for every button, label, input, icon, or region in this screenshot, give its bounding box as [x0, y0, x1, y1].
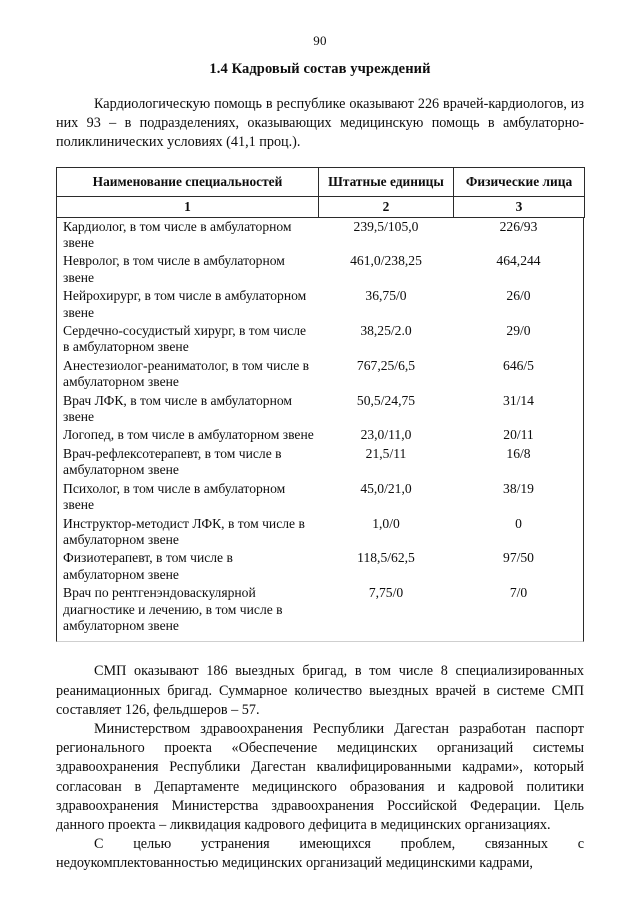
- staffing-table-wrapper: [56, 167, 584, 643]
- cell-staff-units: 7,75/0: [368, 585, 404, 601]
- cell-physical-persons: 464,244: [496, 253, 541, 269]
- cell-physical-persons: 20/11: [503, 427, 534, 443]
- paragraph-ministry-project: Министерством здравоохранения Республики Дагестан разработан паспорт регионального проекта «Обеспечение медицинских организаций системы здравоохранения Республики Дагестан квалифицированными кадрами», который согласован в Департаменте медицинского образования и кадровой политики здравоохранения Министерства здравоохранения Российской Федерации. Цель данного проекта – ликвидация кадрового дефицита в медицинских организациях.: [56, 720, 584, 833]
- table-row: [57, 322, 583, 357]
- column-number-2: 2: [319, 196, 454, 217]
- table-row: [57, 287, 583, 322]
- cell-staff-units: 23,0/11,0: [360, 427, 412, 443]
- column-header-specialty: Наименование специальностей: [57, 167, 319, 196]
- cell-specialty: Невролог, в том числе в амбулаторном звене: [63, 253, 285, 285]
- column-number-1: 1: [57, 196, 319, 217]
- table-row: [57, 426, 583, 444]
- cell-specialty: Психолог, в том числе в амбулаторном звене: [63, 480, 286, 513]
- table-numbering-row: [57, 196, 585, 217]
- cell-specialty: Логопед, в том числе в амбулаторном звене: [63, 427, 314, 443]
- staffing-table-body-frame: [56, 218, 584, 643]
- intro-paragraph: Кардиологическую помощь в республике оказывают 226 врачей-кардиологов, из них 93 – в подразделениях, оказывающих медицинскую помощь в амбулаторно-поликлинических условиях (41,1 проц.).: [56, 96, 584, 151]
- cell-specialty: Физиотерапевт, в том числе в амбулаторном звене: [63, 550, 233, 582]
- cell-specialty: Врач-рефлексотерапевт, в том числе в амбулаторном звене: [63, 445, 282, 478]
- table-row: [57, 480, 583, 515]
- cell-staff-units: 45,0/21,0: [360, 480, 412, 496]
- cell-specialty: Врач ЛФК, в том числе в амбулаторном звене: [63, 392, 292, 425]
- table-bottom-spacer: [57, 635, 583, 641]
- table-row: [57, 445, 583, 480]
- column-number-3: 3: [454, 196, 585, 217]
- cell-physical-persons: 7/0: [509, 585, 528, 601]
- table-row: [57, 218, 583, 253]
- table-header-row: [57, 167, 585, 196]
- intro-block: [56, 95, 584, 153]
- paragraph-smp: СМП оказывают 186 выездных бригад, в том числе 8 специализированных реанимационных бригад. Суммарное количество выездных врачей в системе СМП составляет 126, фельдшеров – 57.: [56, 663, 584, 718]
- table-row: [57, 515, 583, 550]
- cell-physical-persons: 38/19: [503, 480, 534, 496]
- cell-physical-persons: 16/8: [506, 445, 531, 461]
- cell-specialty: Врач по рентгенэндоваскулярной диагностике и лечению, в том числе в амбулаторном звене: [63, 585, 283, 633]
- column-header-physical-persons: Физические лица: [454, 167, 585, 196]
- page-number: 90: [313, 33, 327, 48]
- cell-physical-persons: 29/0: [506, 323, 531, 339]
- staffing-table-body: [57, 218, 583, 636]
- table-row: [57, 392, 583, 427]
- cell-staff-units: 461,0/238,25: [350, 253, 422, 269]
- cell-physical-persons: 646/5: [503, 357, 534, 373]
- table-body-group: [57, 218, 583, 636]
- table-row: [57, 357, 583, 392]
- staffing-table-header: [56, 167, 585, 218]
- cell-staff-units: 36,75/0: [365, 288, 407, 304]
- cell-staff-units: 50,5/24,75: [356, 392, 416, 408]
- cell-specialty: Кардиолог, в том числе в амбулаторном звене: [63, 218, 292, 251]
- cell-specialty: Инструктор-методист ЛФК, в том числе в амбулаторном звене: [63, 515, 305, 547]
- cell-physical-persons: 26/0: [506, 288, 531, 304]
- cell-staff-units: 239,5/105,0: [353, 218, 419, 234]
- cell-physical-persons: 97/50: [503, 550, 534, 566]
- cell-staff-units: 21,5/11: [365, 445, 407, 461]
- cell-staff-units: 1,0/0: [372, 515, 400, 531]
- cell-staff-units: 118,5/62,5: [357, 550, 415, 566]
- cell-specialty: Нейрохирург, в том числе в амбулаторном звене: [63, 288, 307, 320]
- cell-specialty: Анестезиолог-реаниматолог, в том числе в амбулаторном звене: [63, 357, 310, 390]
- table-row: [57, 584, 583, 635]
- cell-physical-persons: 31/14: [503, 392, 534, 408]
- page-title: 1.4 Кадровый состав учреждений: [209, 61, 431, 77]
- cell-physical-persons: 226/93: [499, 218, 538, 234]
- cell-staff-units: 767,25/6,5: [356, 357, 416, 373]
- cell-physical-persons: 0: [515, 515, 522, 531]
- cell-staff-units: 38,25/2.0: [360, 323, 412, 339]
- table-header-group: [57, 167, 585, 217]
- paragraph-problem-solving: С целью устранения имеющихся проблем, связанных с недоукомплектованностью медицинских организаций медицинскими кадрами,: [56, 836, 584, 872]
- cell-specialty: Сердечно-сосудистый хирург, в том числе в амбулаторном звене: [63, 323, 307, 355]
- table-row: [57, 549, 583, 584]
- column-header-staff-units: Штатные единицы: [319, 167, 454, 196]
- closing-text-block: [56, 662, 584, 873]
- table-row: [57, 252, 583, 287]
